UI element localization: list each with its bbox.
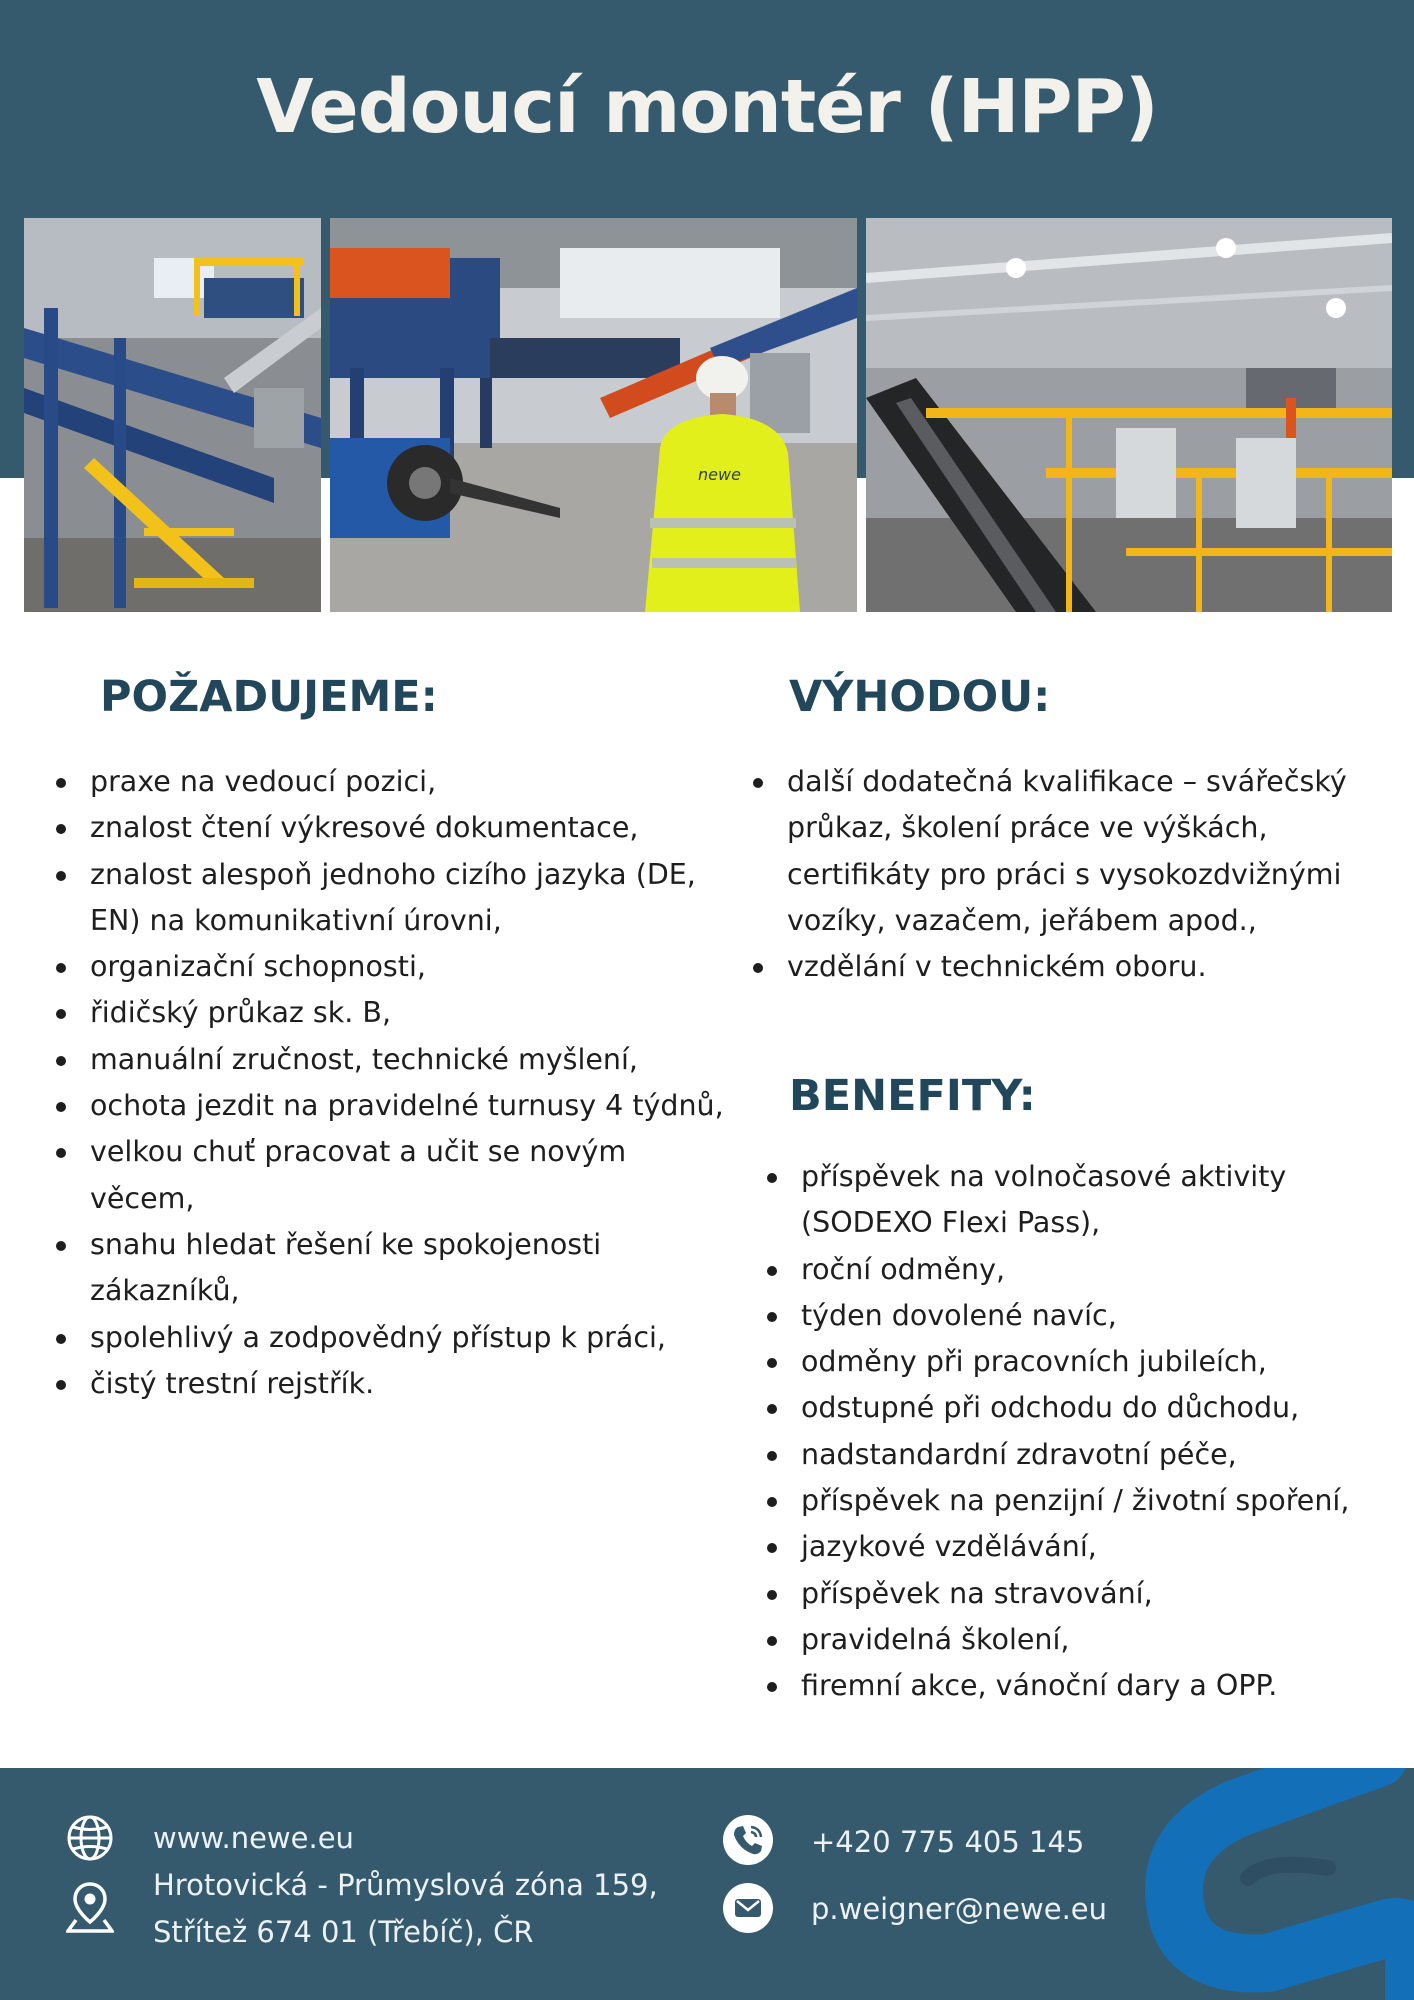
website-link[interactable]: www.newe.eu xyxy=(153,1821,354,1855)
list-item: příspěvek na stravování, xyxy=(767,1571,1397,1617)
photo-conveyor-structure xyxy=(24,218,321,612)
list-item: příspěvek na volnočasové aktivity (SODEXO Flexi Pass), xyxy=(767,1154,1397,1247)
photo-technician-hall xyxy=(330,218,857,612)
requirements-list xyxy=(56,759,726,1407)
photo-sorting-line xyxy=(866,218,1392,612)
list-item: čistý trestní rejstřík. xyxy=(56,1361,726,1407)
address-city: Střítež 674 01 (Třebíč), ČR xyxy=(153,1915,534,1949)
list-item: týden dovolené navíc, xyxy=(767,1293,1397,1339)
list-item: spolehlivý a zodpovědný přístup k práci, xyxy=(56,1315,726,1361)
list-item: ochota jezdit na pravidelné turnusy 4 týdnů, xyxy=(56,1083,726,1129)
phone-icon xyxy=(722,1814,774,1866)
list-item: znalost alespoň jednoho cizího jazyka (DE, EN) na komunikativní úrovni, xyxy=(56,852,726,945)
footer xyxy=(0,1768,1414,2000)
list-item: snahu hledat řešení ke spokojenosti zákazníků, xyxy=(56,1222,726,1315)
list-item: nadstandardní zdravotní péče, xyxy=(767,1432,1397,1478)
list-item: další dodatečná kvalifikace – svářečský průkaz, školení práce ve výškách, certifikáty pro práci s vysokozdvižnými vozíky, vazačem, jeřábem apod., xyxy=(753,759,1383,944)
list-item: organizační schopnosti, xyxy=(56,944,726,990)
location-pin-icon xyxy=(66,1880,114,1934)
list-item: manuální zručnost, technické myšlení, xyxy=(56,1037,726,1083)
phone-link[interactable]: +420 775 405 145 xyxy=(811,1825,1085,1859)
list-item: roční odměny, xyxy=(767,1247,1397,1293)
list-item: velkou chuť pracovat a učit se novým věcem, xyxy=(56,1129,726,1222)
address-street: Hrotovická - Průmyslová zóna 159, xyxy=(153,1868,658,1902)
list-item: praxe na vedoucí pozici, xyxy=(56,759,726,805)
advantage-heading: VÝHODOU: xyxy=(789,672,1051,722)
page-title: Vedoucí montér (HPP) xyxy=(256,64,1158,150)
list-item: znalost čtení výkresové dokumentace, xyxy=(56,805,726,851)
email-link[interactable]: p.weigner@newe.eu xyxy=(811,1892,1108,1926)
list-item: vzdělání v technickém oboru. xyxy=(753,944,1383,990)
benefits-list xyxy=(767,1154,1397,1710)
list-item: odstupné při odchodu do důchodu, xyxy=(767,1385,1397,1431)
mail-icon xyxy=(722,1882,774,1934)
list-item: příspěvek na penzijní / životní spoření, xyxy=(767,1478,1397,1524)
list-item: pravidelná školení, xyxy=(767,1617,1397,1663)
advantage-list xyxy=(753,759,1383,990)
benefits-heading: BENEFITY: xyxy=(789,1071,1036,1121)
list-item: řidičský průkaz sk. B, xyxy=(56,990,726,1036)
jacket-logo-text: newe xyxy=(698,465,741,484)
list-item: firemní akce, vánoční dary a OPP. xyxy=(767,1663,1397,1709)
brand-logo-icon xyxy=(1118,1768,1414,2000)
address xyxy=(153,1862,658,1956)
list-item: odměny při pracovních jubileích, xyxy=(767,1339,1397,1385)
list-item: jazykové vzdělávání, xyxy=(767,1524,1397,1570)
globe-icon xyxy=(66,1814,114,1862)
requirements-heading: POŽADUJEME: xyxy=(100,672,438,722)
